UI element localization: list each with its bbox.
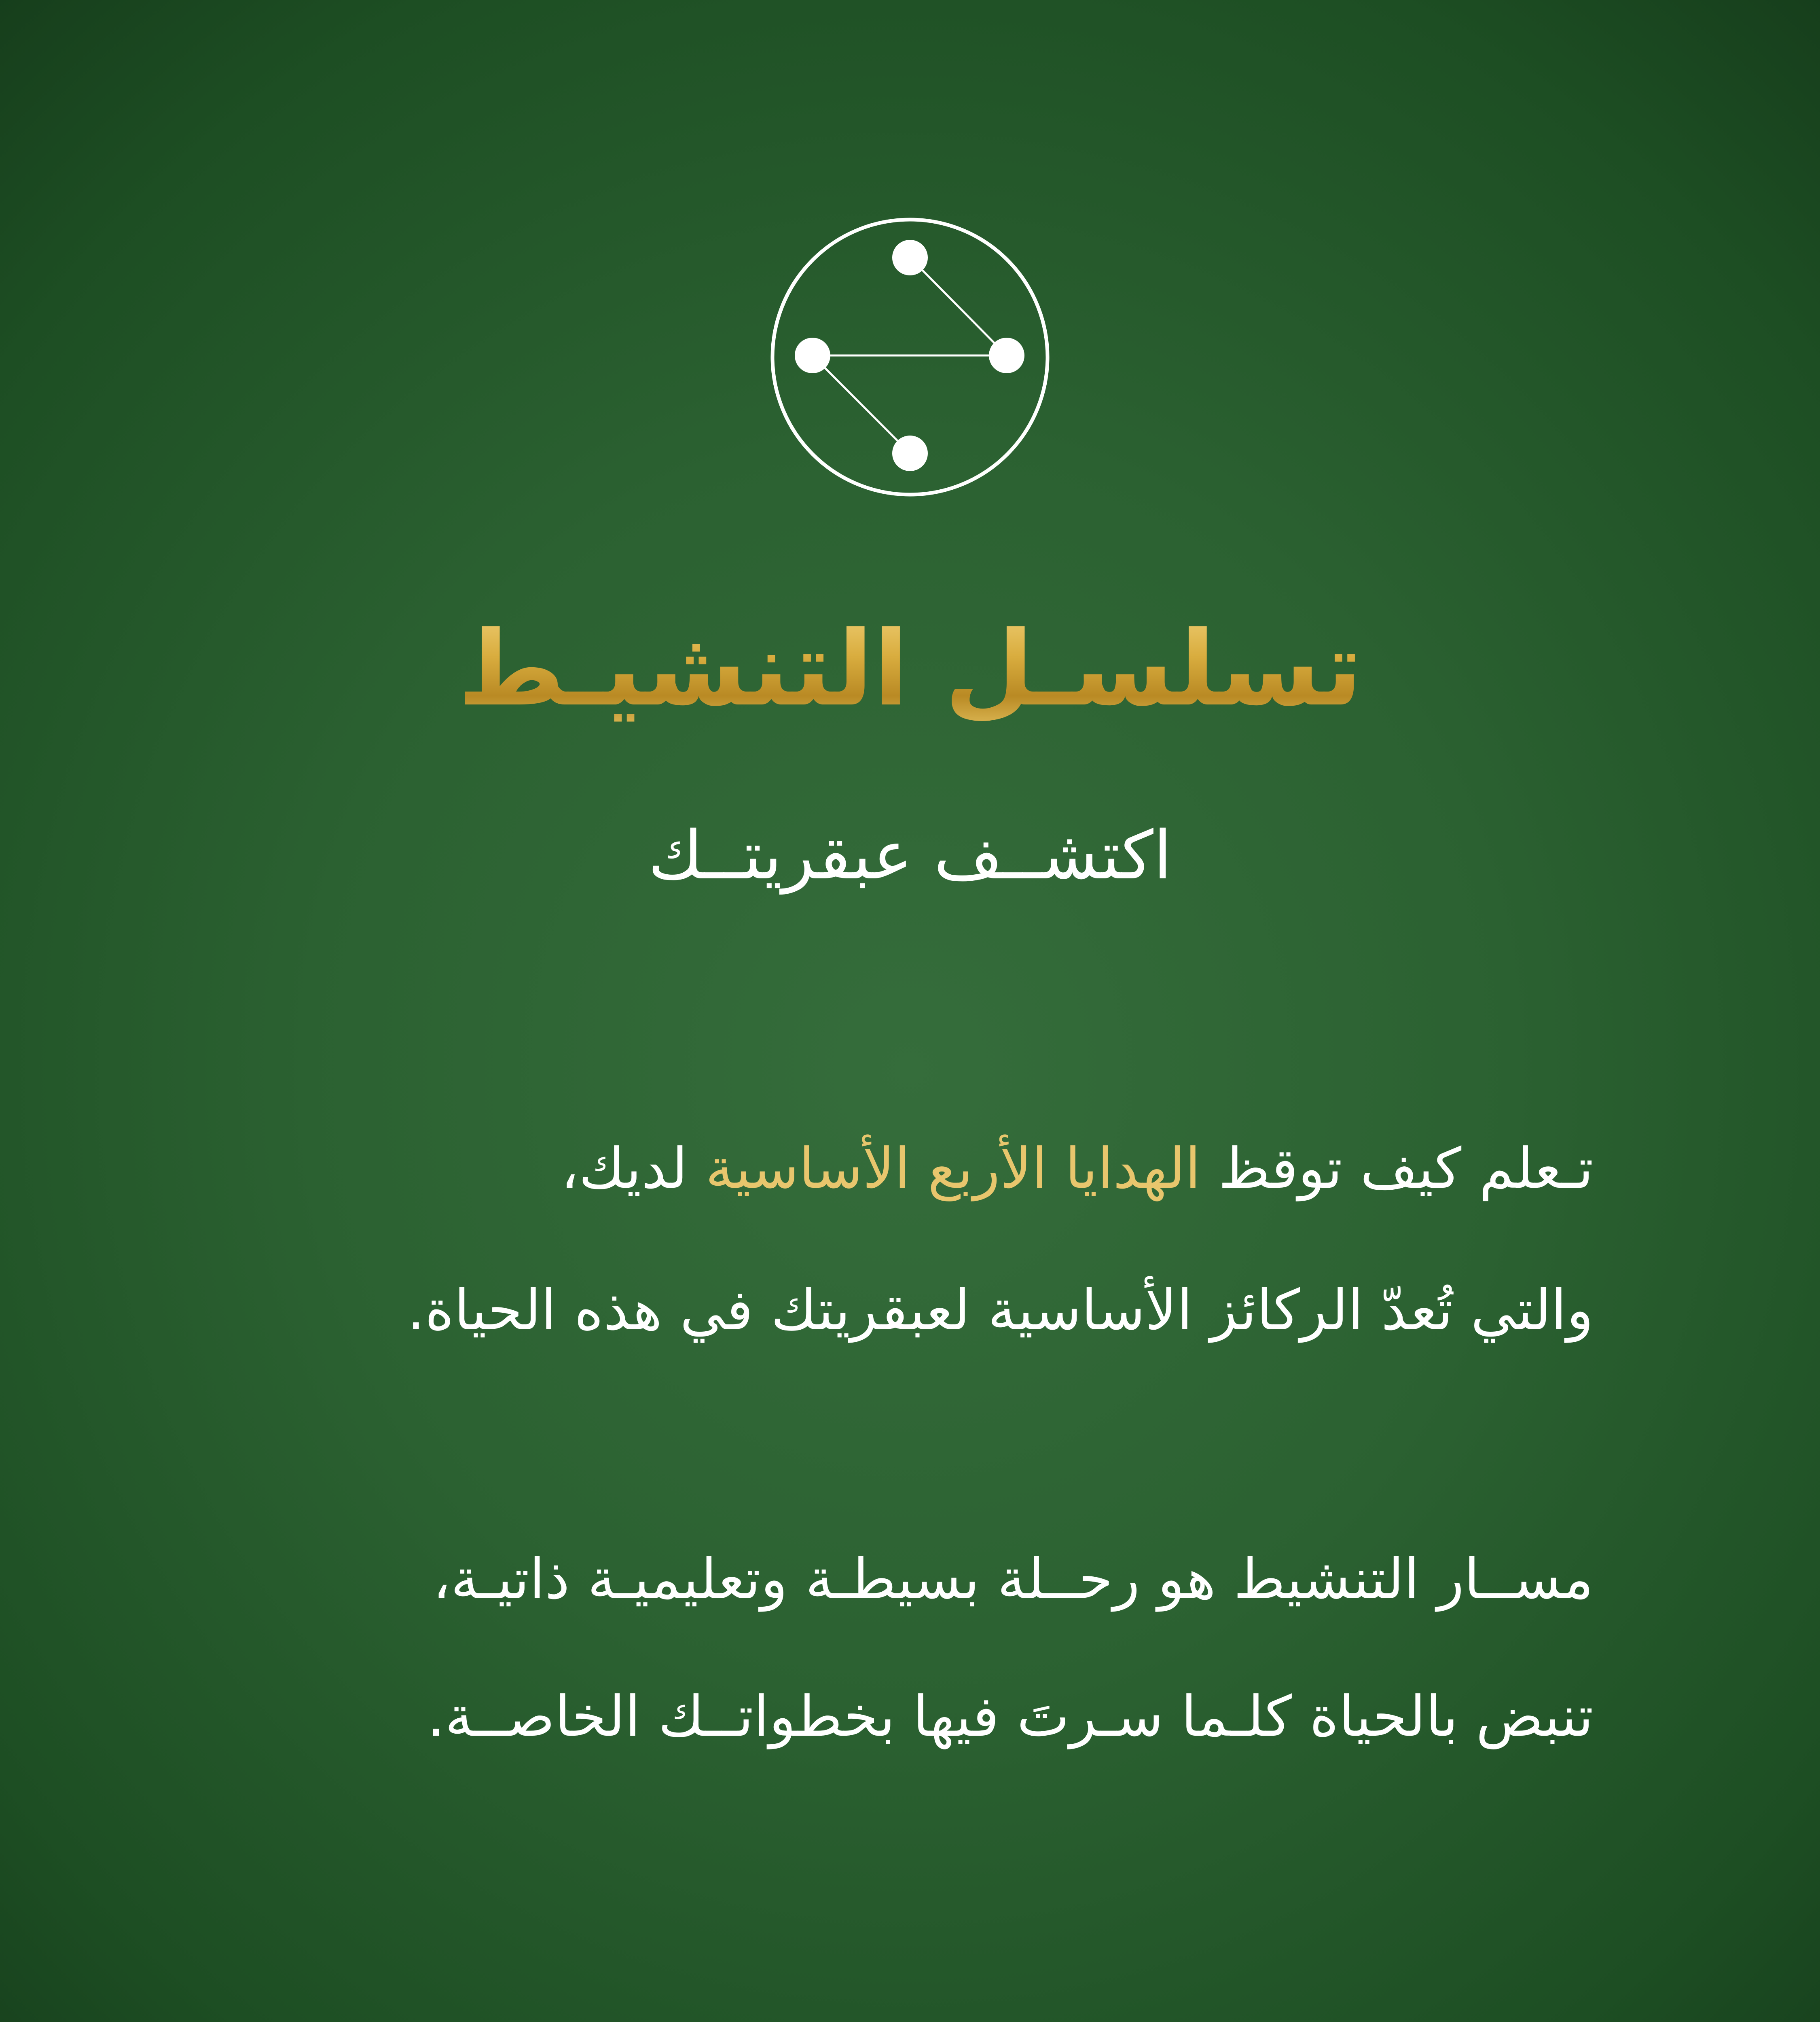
page-subtitle: اكتشــف عبقريتــك — [648, 816, 1172, 894]
activation-sequence-logo-icon — [767, 214, 1053, 500]
paragraph-1-line-2: والتي تُعدّ الركائز الأساسية لعبقريتك في هذه الحياة. — [407, 1277, 1594, 1343]
node-network-icon — [767, 214, 1053, 500]
highlighted-phrase: الهدايا الأربع الأساسية — [705, 1136, 1201, 1201]
paragraph-2-line-2: تنبض بالحياة كلـما سـرتَ فيها بخطواتــك الخاصــة. — [427, 1684, 1594, 1749]
paragraph-2-line-1: مســار التنشيط هو رحــلة بسيطـة وتعليميـة ذاتيـة، — [432, 1546, 1594, 1612]
paragraph-1-line-1-end: لديك، — [561, 1136, 706, 1201]
page-title: تسلسـل التنشيـط — [0, 603, 1820, 736]
paragraph-1-line-1 — [194, 1132, 1594, 1205]
paragraph-1-line-1-start: تـعلم كيف توقظ — [1200, 1136, 1594, 1201]
